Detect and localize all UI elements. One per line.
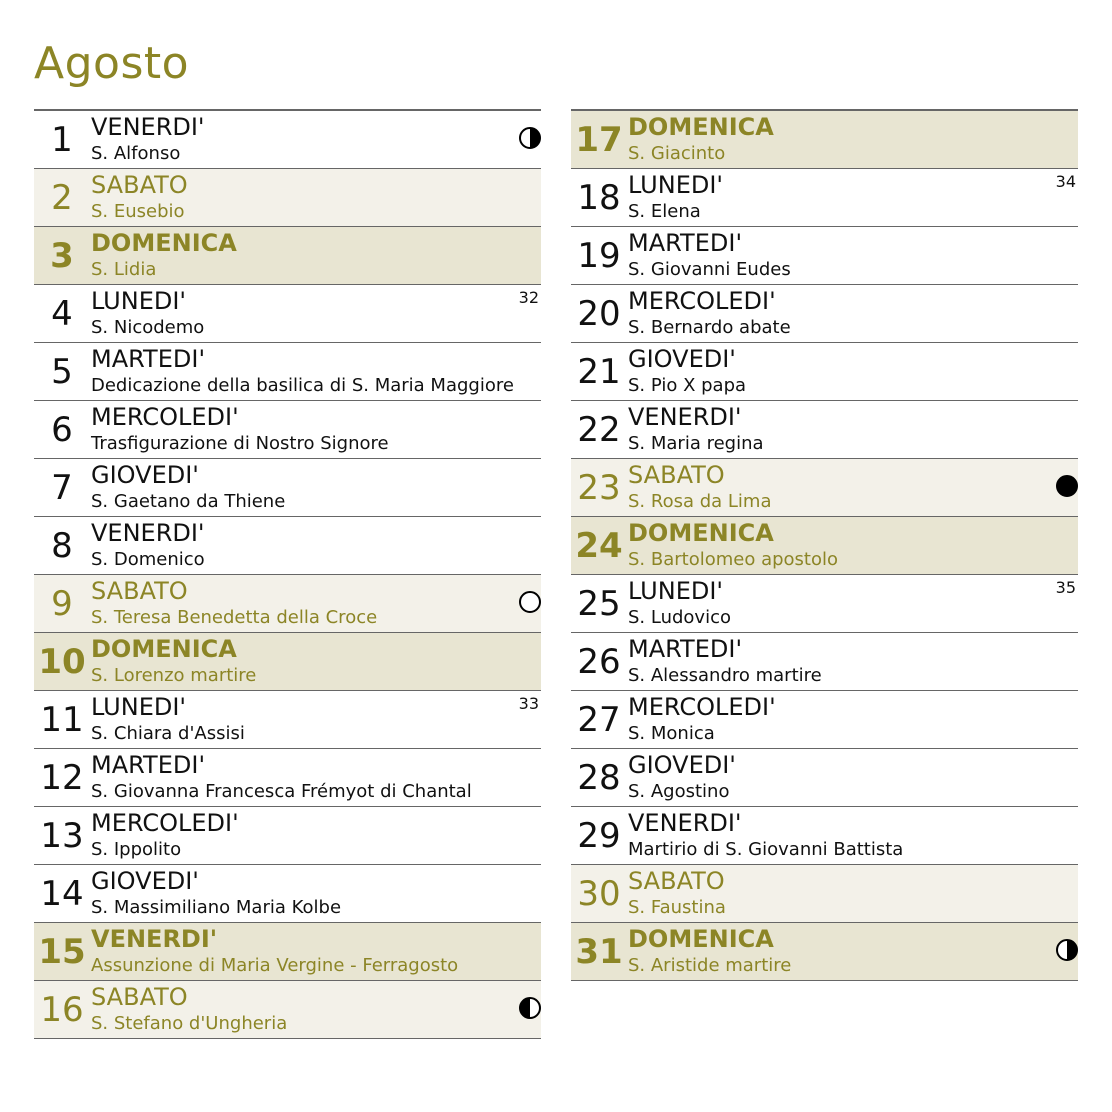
day-number: 20 xyxy=(577,294,621,334)
weekday-name: GIOVEDI' xyxy=(628,751,736,779)
weekday-name: DOMENICA xyxy=(91,635,237,663)
day-number: 7 xyxy=(51,468,73,508)
day-row xyxy=(571,575,1078,633)
day-row xyxy=(34,633,541,691)
saint-name: S. Eusebio xyxy=(91,201,185,222)
first-quarter-icon xyxy=(1056,939,1078,961)
day-row xyxy=(571,517,1078,575)
day-row xyxy=(34,401,541,459)
saint-name: S. Teresa Benedetta della Croce xyxy=(91,607,378,628)
day-number: 29 xyxy=(577,816,621,856)
saint-name: S. Ludovico xyxy=(628,607,731,628)
day-number: 14 xyxy=(40,874,84,914)
weekday-name: LUNEDI' xyxy=(91,693,187,721)
day-number: 31 xyxy=(575,932,623,972)
weekday-name: DOMENICA xyxy=(628,519,774,547)
day-number: 12 xyxy=(40,758,84,798)
weekday-name: GIOVEDI' xyxy=(91,867,199,895)
saint-name: S. Monica xyxy=(628,723,715,744)
day-number: 4 xyxy=(51,294,73,334)
weekday-name: VENERDI' xyxy=(628,403,742,431)
saint-name: Trasfigurazione di Nostro Signore xyxy=(91,433,389,454)
day-number: 8 xyxy=(51,526,73,566)
days-column-right xyxy=(571,109,1078,981)
saint-name: S. Faustina xyxy=(628,897,726,918)
day-number: 5 xyxy=(51,352,73,392)
saint-name: S. Elena xyxy=(628,201,701,222)
week-number: 34 xyxy=(1055,172,1076,191)
weekday-name: MERCOLEDI' xyxy=(91,809,239,837)
day-row xyxy=(34,749,541,807)
weekday-name: LUNEDI' xyxy=(628,577,724,605)
day-row xyxy=(571,401,1078,459)
weekday-name: SABATO xyxy=(91,983,188,1011)
weekday-name: MERCOLEDI' xyxy=(628,287,776,315)
day-row xyxy=(34,517,541,575)
weekday-name: SABATO xyxy=(91,577,188,605)
saint-name: S. Alessandro martire xyxy=(628,665,822,686)
day-number: 15 xyxy=(38,932,86,972)
day-number: 17 xyxy=(575,120,623,160)
day-number: 19 xyxy=(577,236,621,276)
weekday-name: MARTEDI' xyxy=(91,345,206,373)
saint-name: S. Ippolito xyxy=(91,839,182,860)
day-number: 13 xyxy=(40,816,84,856)
saint-name: Assunzione di Maria Vergine - Ferragosto xyxy=(91,955,459,976)
weekday-name: VENERDI' xyxy=(628,809,742,837)
day-number: 25 xyxy=(577,584,621,624)
saint-name: S. Rosa da Lima xyxy=(628,491,772,512)
saint-name: S. Giovanni Eudes xyxy=(628,259,791,280)
day-row xyxy=(34,981,541,1039)
first-quarter-icon xyxy=(519,127,541,149)
saint-name: S. Giacinto xyxy=(628,143,726,164)
saint-name: S. Pio X papa xyxy=(628,375,747,396)
weekday-name: GIOVEDI' xyxy=(628,345,736,373)
day-number: 2 xyxy=(51,178,73,218)
saint-name: S. Bernardo abate xyxy=(628,317,791,338)
weekday-name: LUNEDI' xyxy=(91,287,187,315)
weekday-name: SABATO xyxy=(628,867,725,895)
saint-name: S. Agostino xyxy=(628,781,730,802)
day-row xyxy=(571,691,1078,749)
day-row xyxy=(571,111,1078,169)
day-number: 24 xyxy=(575,526,623,566)
day-row xyxy=(571,169,1078,227)
weekday-name: MARTEDI' xyxy=(628,635,743,663)
day-number: 18 xyxy=(577,178,621,218)
week-number: 33 xyxy=(518,694,539,713)
week-number: 35 xyxy=(1055,578,1076,597)
weekday-name: MARTEDI' xyxy=(628,229,743,257)
day-row xyxy=(34,343,541,401)
day-number: 21 xyxy=(577,352,621,392)
saint-name: Martirio di S. Giovanni Battista xyxy=(628,839,904,860)
days-column-left xyxy=(34,109,541,1039)
day-row xyxy=(34,111,541,169)
day-number: 10 xyxy=(38,642,86,682)
weekday-name: MARTEDI' xyxy=(91,751,206,779)
saint-name: S. Chiara d'Assisi xyxy=(91,723,245,744)
day-number: 30 xyxy=(577,874,621,914)
day-row xyxy=(571,633,1078,691)
saint-name: S. Stefano d'Ungheria xyxy=(91,1013,288,1034)
weekday-name: VENERDI' xyxy=(91,113,205,141)
saint-name: S. Massimiliano Maria Kolbe xyxy=(91,897,342,918)
day-row xyxy=(571,227,1078,285)
saint-name: S. Aristide martire xyxy=(628,955,792,976)
last-quarter-icon xyxy=(519,997,541,1019)
weekday-name: MERCOLEDI' xyxy=(91,403,239,431)
day-row xyxy=(34,459,541,517)
day-row xyxy=(34,923,541,981)
day-row xyxy=(571,749,1078,807)
day-row xyxy=(571,285,1078,343)
weekday-name: DOMENICA xyxy=(91,229,237,257)
day-number: 23 xyxy=(577,468,621,508)
saint-name: S. Giovanna Francesca Frémyot di Chantal xyxy=(91,781,472,802)
saint-name: S. Gaetano da Thiene xyxy=(91,491,286,512)
weekday-name: VENERDI' xyxy=(91,925,218,953)
saint-name: S. Nicodemo xyxy=(91,317,205,338)
month-title: Agosto xyxy=(34,38,190,89)
weekday-name: MERCOLEDI' xyxy=(628,693,776,721)
day-row xyxy=(34,807,541,865)
weekday-name: SABATO xyxy=(628,461,725,489)
day-row xyxy=(34,227,541,285)
saint-name: S. Domenico xyxy=(91,549,205,570)
day-row xyxy=(34,169,541,227)
day-row xyxy=(571,807,1078,865)
weekday-name: VENERDI' xyxy=(91,519,205,547)
day-number: 3 xyxy=(50,236,74,276)
day-row xyxy=(571,923,1078,981)
day-row xyxy=(571,343,1078,401)
day-number: 27 xyxy=(577,700,621,740)
day-number: 26 xyxy=(577,642,621,682)
weekday-name: SABATO xyxy=(91,171,188,199)
weekday-name: DOMENICA xyxy=(628,925,774,953)
saint-name: S. Lidia xyxy=(91,259,157,280)
saint-name: S. Alfonso xyxy=(91,143,181,164)
day-row xyxy=(34,575,541,633)
saint-name: S. Lorenzo martire xyxy=(91,665,257,686)
saint-name: S. Maria regina xyxy=(628,433,764,454)
day-row xyxy=(34,285,541,343)
day-number: 6 xyxy=(51,410,73,450)
weekday-name: LUNEDI' xyxy=(628,171,724,199)
day-row xyxy=(34,691,541,749)
day-row xyxy=(571,459,1078,517)
new-moon-icon xyxy=(1056,475,1078,497)
weekday-name: GIOVEDI' xyxy=(91,461,199,489)
weekday-name: DOMENICA xyxy=(628,113,774,141)
week-number: 32 xyxy=(518,288,539,307)
saint-name: Dedicazione della basilica di S. Maria Maggiore xyxy=(91,375,514,396)
day-number: 16 xyxy=(40,990,84,1030)
full-moon-icon xyxy=(519,591,541,613)
day-number: 1 xyxy=(51,120,73,160)
saint-name: S. Bartolomeo apostolo xyxy=(628,549,839,570)
day-number: 28 xyxy=(577,758,621,798)
day-row xyxy=(34,865,541,923)
day-number: 22 xyxy=(577,410,621,450)
day-number: 9 xyxy=(51,584,73,624)
day-number: 11 xyxy=(40,700,84,740)
day-row xyxy=(571,865,1078,923)
